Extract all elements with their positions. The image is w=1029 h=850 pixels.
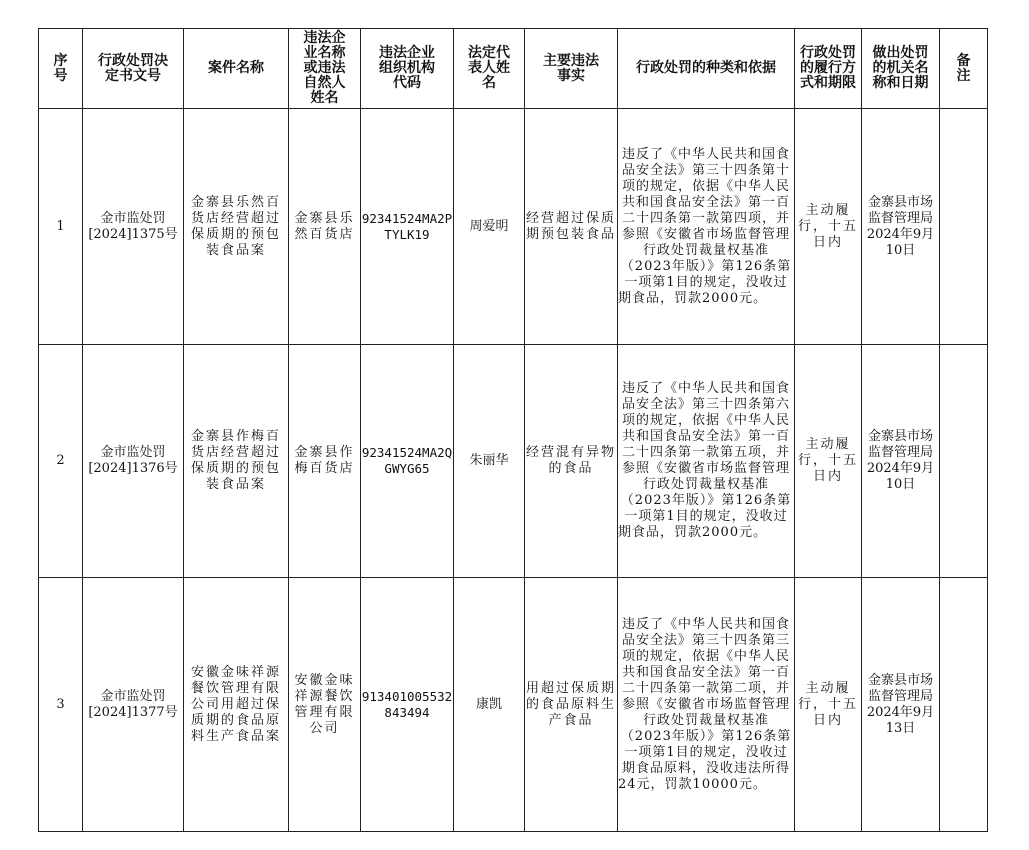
cell-penalty: 违反了《中华人民共和国食品安全法》第三十四条第六项的规定，依据《中华人民共和国食品安全法》第一百二十四条第一款第五项，并参照《安徽省市场监督管理行政处罚裁量权基准（2023年版）》第126条第一项第1目的规定，没收过期食品，罚款2000元。 bbox=[618, 345, 795, 578]
cell-method: 主动履行，十五日内 bbox=[795, 578, 862, 832]
header-party: 违法企业名称或违法自然人姓名 bbox=[289, 29, 361, 109]
cell-seq: 1 bbox=[39, 109, 83, 345]
cell-case-name: 金寨县作梅百货店经营超过保质期的预包装食品案 bbox=[184, 345, 289, 578]
header-remark: 备注 bbox=[940, 29, 988, 109]
cell-party: 金寨县作梅百货店 bbox=[289, 345, 361, 578]
header-facts: 主要违法事实 bbox=[525, 29, 618, 109]
cell-authority: 金寨县市场监督管理局2024年9月10日 bbox=[862, 345, 940, 578]
cell-rep: 康凯 bbox=[454, 578, 525, 832]
cell-penalty: 违反了《中华人民共和国食品安全法》第三十四条第十项的规定，依据《中华人民共和国食品安全法》第一百二十四条第一款第四项，并参照《安徽省市场监督管理行政处罚裁量权基准（2023年版）》第126条第一项第1目的规定，没收过期食品，罚款2000元。 bbox=[618, 109, 795, 345]
header-method: 行政处罚的履行方式和期限 bbox=[795, 29, 862, 109]
cell-facts: 用超过保质期的食品原料生产食品 bbox=[525, 578, 618, 832]
cell-case-name: 金寨县乐然百货店经营超过保质期的预包装食品案 bbox=[184, 109, 289, 345]
cell-method: 主动履行，十五日内 bbox=[795, 345, 862, 578]
cell-doc-no: 金市监处罚[2024]1377号 bbox=[83, 578, 184, 832]
cell-remark bbox=[940, 578, 988, 832]
cell-facts: 经营超过保质期预包装食品 bbox=[525, 109, 618, 345]
table-header-row bbox=[39, 29, 988, 109]
cell-seq: 2 bbox=[39, 345, 83, 578]
cell-doc-no: 金市监处罚[2024]1376号 bbox=[83, 345, 184, 578]
table-row bbox=[39, 109, 988, 345]
cell-org-code: 913401005532843494 bbox=[361, 578, 454, 832]
penalty-table bbox=[38, 28, 988, 832]
cell-rep: 周爱明 bbox=[454, 109, 525, 345]
cell-case-name: 安徽金味祥源餐饮管理有限公司用超过保质期的食品原料生产食品案 bbox=[184, 578, 289, 832]
cell-doc-no: 金市监处罚[2024]1375号 bbox=[83, 109, 184, 345]
cell-party: 金寨县乐然百货店 bbox=[289, 109, 361, 345]
cell-authority: 金寨县市场监督管理局2024年9月10日 bbox=[862, 109, 940, 345]
header-rep: 法定代表人姓名 bbox=[454, 29, 525, 109]
header-seq: 序号 bbox=[39, 29, 83, 109]
cell-org-code: 92341524MA2PTYLK19 bbox=[361, 109, 454, 345]
cell-party: 安徽金味祥源餐饮管理有限公司 bbox=[289, 578, 361, 832]
cell-remark bbox=[940, 109, 988, 345]
table-row bbox=[39, 345, 988, 578]
cell-method: 主动履行，十五日内 bbox=[795, 109, 862, 345]
header-doc-no: 行政处罚决定书文号 bbox=[83, 29, 184, 109]
cell-rep: 朱丽华 bbox=[454, 345, 525, 578]
cell-facts: 经营混有异物的食品 bbox=[525, 345, 618, 578]
header-penalty: 行政处罚的种类和依据 bbox=[618, 29, 795, 109]
header-org-code: 违法企业组织机构代码 bbox=[361, 29, 454, 109]
table-row bbox=[39, 578, 988, 832]
cell-org-code: 92341524MA2QGWYG65 bbox=[361, 345, 454, 578]
header-case-name: 案件名称 bbox=[184, 29, 289, 109]
cell-penalty: 违反了《中华人民共和国食品安全法》第三十四条第三项的规定，依据《中华人民共和国食品安全法》第一百二十四条第一款第二项，并参照《安徽省市场监督管理行政处罚裁量权基准（2023年版）》第126条第一项第1目的规定，没收过期食品原料，没收违法所得24元，罚款10000元。 bbox=[618, 578, 795, 832]
cell-authority: 金寨县市场监督管理局2024年9月13日 bbox=[862, 578, 940, 832]
cell-remark bbox=[940, 345, 988, 578]
header-authority: 做出处罚的机关名称和日期 bbox=[862, 29, 940, 109]
cell-seq: 3 bbox=[39, 578, 83, 832]
